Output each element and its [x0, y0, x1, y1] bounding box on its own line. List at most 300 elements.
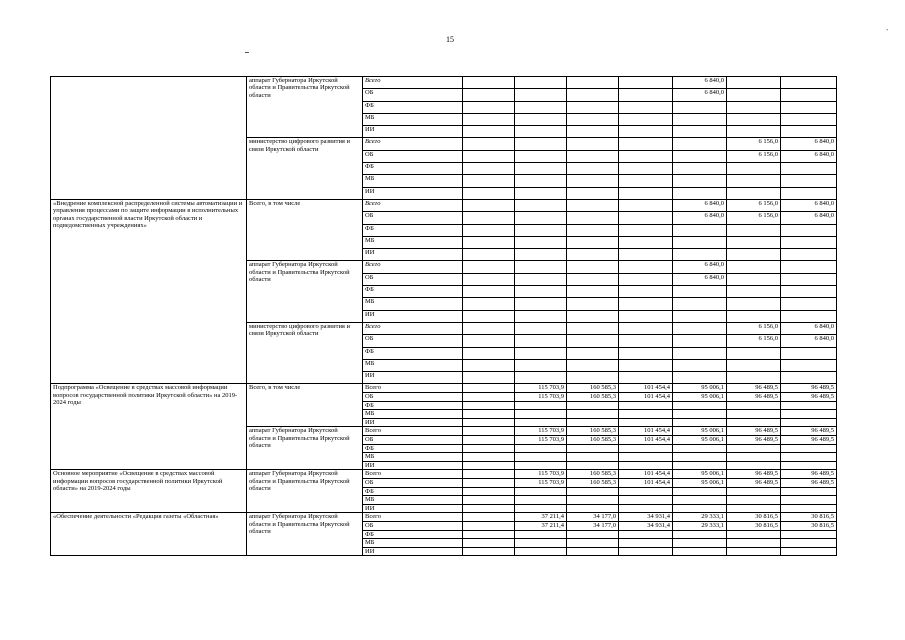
- value-cell: [673, 410, 727, 419]
- value-cell: [515, 461, 567, 470]
- value-cell: [781, 126, 837, 138]
- empty-cell: [463, 418, 515, 427]
- value-cell: [515, 347, 567, 359]
- value-cell: 6 840,0: [673, 89, 727, 101]
- value-cell: [781, 224, 837, 236]
- value-cell: [567, 335, 619, 347]
- corner-mark: `: [886, 28, 889, 37]
- value-cell: [619, 372, 673, 384]
- funding-source-cell: ИИ: [363, 187, 463, 199]
- value-cell: 96 489,5: [781, 384, 837, 393]
- budget-table: [50, 76, 837, 556]
- value-cell: [515, 249, 567, 261]
- value-cell: [727, 453, 781, 462]
- empty-cell: [463, 410, 515, 419]
- value-cell: 160 585,3: [567, 384, 619, 393]
- funding-source-cell: МБ: [363, 410, 463, 419]
- value-cell: 95 006,1: [673, 470, 727, 479]
- value-cell: 6 840,0: [781, 212, 837, 224]
- funding-source-cell: ОБ: [363, 273, 463, 285]
- value-cell: [515, 236, 567, 248]
- value-cell: [619, 286, 673, 298]
- value-cell: 6 156,0: [727, 150, 781, 162]
- empty-cell: [463, 101, 515, 113]
- value-cell: [567, 199, 619, 211]
- value-cell: [619, 410, 673, 419]
- executor-cell: аппарат Губернатора Иркутской области и Правительства Иркутской области: [247, 513, 363, 556]
- value-cell: [727, 261, 781, 273]
- value-cell: [727, 126, 781, 138]
- empty-cell: [463, 504, 515, 513]
- value-cell: [567, 212, 619, 224]
- value-cell: [515, 138, 567, 150]
- value-cell: [567, 187, 619, 199]
- value-cell: 115 703,9: [515, 478, 567, 487]
- value-cell: [781, 504, 837, 513]
- empty-cell: [463, 401, 515, 410]
- value-cell: [515, 310, 567, 322]
- value-cell: 101 454,4: [619, 478, 673, 487]
- funding-source-cell: Всего: [363, 427, 463, 436]
- value-cell: 96 489,5: [727, 384, 781, 393]
- value-cell: [727, 298, 781, 310]
- value-cell: 96 489,5: [727, 478, 781, 487]
- value-cell: [727, 504, 781, 513]
- value-cell: [567, 126, 619, 138]
- empty-cell: [463, 77, 515, 89]
- value-cell: [781, 418, 837, 427]
- value-cell: 96 489,5: [727, 393, 781, 402]
- value-cell: [673, 496, 727, 505]
- funding-source-cell: МБ: [363, 453, 463, 462]
- value-cell: [567, 410, 619, 419]
- value-cell: [673, 101, 727, 113]
- empty-cell: [463, 470, 515, 479]
- value-cell: 34 931,4: [619, 521, 673, 530]
- value-cell: 115 703,9: [515, 393, 567, 402]
- value-cell: [727, 539, 781, 548]
- value-cell: 160 585,3: [567, 427, 619, 436]
- value-cell: [515, 175, 567, 187]
- value-cell: 95 006,1: [673, 384, 727, 393]
- scan-mark: [245, 52, 249, 53]
- value-cell: [515, 113, 567, 125]
- funding-source-cell: МБ: [363, 298, 463, 310]
- value-cell: [673, 418, 727, 427]
- value-cell: [619, 547, 673, 556]
- value-cell: [673, 547, 727, 556]
- empty-cell: [463, 113, 515, 125]
- value-cell: [619, 298, 673, 310]
- value-cell: [515, 199, 567, 211]
- funding-source-cell: ИИ: [363, 310, 463, 322]
- empty-cell: [463, 359, 515, 371]
- value-cell: [515, 539, 567, 548]
- value-cell: 34 177,0: [567, 513, 619, 522]
- empty-cell: [463, 212, 515, 224]
- value-cell: 115 703,9: [515, 470, 567, 479]
- value-cell: 6 156,0: [727, 212, 781, 224]
- value-cell: [515, 77, 567, 89]
- value-cell: [515, 504, 567, 513]
- value-cell: [619, 453, 673, 462]
- value-cell: [515, 89, 567, 101]
- value-cell: [619, 212, 673, 224]
- empty-cell: [463, 175, 515, 187]
- activity-name-cell: [51, 77, 247, 200]
- value-cell: [567, 236, 619, 248]
- value-cell: [619, 504, 673, 513]
- empty-cell: [463, 273, 515, 285]
- value-cell: [515, 298, 567, 310]
- empty-cell: [463, 322, 515, 334]
- value-cell: [619, 487, 673, 496]
- value-cell: [781, 77, 837, 89]
- value-cell: 6 840,0: [781, 199, 837, 211]
- value-cell: [727, 410, 781, 419]
- value-cell: [567, 249, 619, 261]
- funding-source-cell: Всего: [363, 470, 463, 479]
- executor-cell: Всего, в том числе: [247, 199, 363, 260]
- value-cell: [567, 461, 619, 470]
- value-cell: 96 489,5: [727, 470, 781, 479]
- value-cell: [727, 101, 781, 113]
- value-cell: [781, 113, 837, 125]
- value-cell: [619, 359, 673, 371]
- value-cell: 30 816,5: [781, 513, 837, 522]
- value-cell: [727, 461, 781, 470]
- value-cell: [515, 547, 567, 556]
- value-cell: [673, 401, 727, 410]
- value-cell: [673, 187, 727, 199]
- funding-source-cell: ИИ: [363, 249, 463, 261]
- executor-cell: аппарат Губернатора Иркутской области и Правительства Иркутской области: [247, 261, 363, 322]
- value-cell: 95 006,1: [673, 427, 727, 436]
- value-cell: [619, 224, 673, 236]
- value-cell: [673, 175, 727, 187]
- value-cell: [781, 163, 837, 175]
- value-cell: [727, 249, 781, 261]
- funding-source-cell: ОБ: [363, 478, 463, 487]
- table-row: [51, 199, 837, 211]
- value-cell: [515, 401, 567, 410]
- empty-cell: [463, 150, 515, 162]
- empty-cell: [463, 335, 515, 347]
- funding-source-cell: МБ: [363, 539, 463, 548]
- value-cell: [781, 286, 837, 298]
- funding-source-cell: МБ: [363, 175, 463, 187]
- value-cell: [619, 187, 673, 199]
- value-cell: [515, 418, 567, 427]
- value-cell: [619, 89, 673, 101]
- value-cell: 30 816,5: [727, 513, 781, 522]
- value-cell: [619, 101, 673, 113]
- funding-source-cell: Всего: [363, 384, 463, 393]
- value-cell: [619, 261, 673, 273]
- value-cell: [727, 401, 781, 410]
- value-cell: [619, 539, 673, 548]
- value-cell: [781, 444, 837, 453]
- value-cell: 95 006,1: [673, 393, 727, 402]
- value-cell: [567, 504, 619, 513]
- value-cell: [727, 310, 781, 322]
- value-cell: [781, 453, 837, 462]
- value-cell: [567, 163, 619, 175]
- empty-cell: [463, 224, 515, 236]
- value-cell: [619, 322, 673, 334]
- value-cell: [781, 187, 837, 199]
- funding-source-cell: ИИ: [363, 372, 463, 384]
- value-cell: [567, 453, 619, 462]
- value-cell: [619, 444, 673, 453]
- funding-source-cell: МБ: [363, 113, 463, 125]
- value-cell: [673, 298, 727, 310]
- value-cell: [727, 347, 781, 359]
- value-cell: [673, 310, 727, 322]
- funding-source-cell: Всего: [363, 261, 463, 273]
- value-cell: [673, 444, 727, 453]
- empty-cell: [463, 427, 515, 436]
- value-cell: [515, 187, 567, 199]
- value-cell: 96 489,5: [781, 470, 837, 479]
- value-cell: [567, 286, 619, 298]
- empty-cell: [463, 372, 515, 384]
- empty-cell: [463, 435, 515, 444]
- value-cell: 6 156,0: [727, 138, 781, 150]
- empty-cell: [463, 513, 515, 522]
- funding-source-cell: МБ: [363, 236, 463, 248]
- executor-cell: аппарат Губернатора Иркутской области и Правительства Иркутской области: [247, 77, 363, 138]
- value-cell: [727, 273, 781, 285]
- value-cell: 37 211,4: [515, 513, 567, 522]
- empty-cell: [463, 384, 515, 393]
- funding-source-cell: ФБ: [363, 444, 463, 453]
- value-cell: [619, 347, 673, 359]
- value-cell: 6 840,0: [673, 199, 727, 211]
- value-cell: 160 585,3: [567, 435, 619, 444]
- value-cell: [727, 113, 781, 125]
- empty-cell: [463, 126, 515, 138]
- value-cell: [673, 113, 727, 125]
- value-cell: [727, 175, 781, 187]
- value-cell: 101 454,4: [619, 470, 673, 479]
- value-cell: 96 489,5: [781, 435, 837, 444]
- value-cell: [781, 487, 837, 496]
- value-cell: [515, 453, 567, 462]
- value-cell: [727, 444, 781, 453]
- value-cell: 29 333,1: [673, 521, 727, 530]
- funding-source-cell: ОБ: [363, 435, 463, 444]
- value-cell: [515, 530, 567, 539]
- value-cell: [673, 138, 727, 150]
- funding-source-cell: ФБ: [363, 286, 463, 298]
- value-cell: [619, 530, 673, 539]
- empty-cell: [463, 547, 515, 556]
- empty-cell: [463, 347, 515, 359]
- value-cell: [567, 310, 619, 322]
- value-cell: [781, 359, 837, 371]
- funding-source-cell: ОБ: [363, 335, 463, 347]
- funding-source-cell: Всего: [363, 513, 463, 522]
- value-cell: [673, 322, 727, 334]
- value-cell: 6 840,0: [781, 138, 837, 150]
- value-cell: [781, 401, 837, 410]
- value-cell: [567, 77, 619, 89]
- funding-source-cell: ОБ: [363, 521, 463, 530]
- value-cell: [619, 335, 673, 347]
- value-cell: [727, 236, 781, 248]
- value-cell: 6 840,0: [781, 335, 837, 347]
- funding-source-cell: ОБ: [363, 393, 463, 402]
- activity-name-cell: Подпрограмма «Освещение в средствах массовой информации вопросов государственной политики Иркутской области» на 2019-2024 годы: [51, 384, 247, 470]
- value-cell: [515, 487, 567, 496]
- value-cell: [727, 496, 781, 505]
- value-cell: [619, 249, 673, 261]
- value-cell: 6 840,0: [673, 261, 727, 273]
- value-cell: 115 703,9: [515, 435, 567, 444]
- value-cell: [673, 150, 727, 162]
- funding-source-cell: Всего: [363, 138, 463, 150]
- empty-cell: [463, 310, 515, 322]
- value-cell: [619, 418, 673, 427]
- value-cell: [673, 359, 727, 371]
- value-cell: [619, 163, 673, 175]
- value-cell: [515, 261, 567, 273]
- funding-source-cell: ФБ: [363, 401, 463, 410]
- empty-cell: [463, 286, 515, 298]
- value-cell: [727, 530, 781, 539]
- empty-cell: [463, 478, 515, 487]
- value-cell: [567, 138, 619, 150]
- funding-source-cell: ИИ: [363, 547, 463, 556]
- value-cell: 6 840,0: [781, 150, 837, 162]
- value-cell: 95 006,1: [673, 478, 727, 487]
- value-cell: [567, 530, 619, 539]
- value-cell: [727, 163, 781, 175]
- value-cell: [619, 236, 673, 248]
- empty-cell: [463, 199, 515, 211]
- value-cell: [567, 175, 619, 187]
- value-cell: 96 489,5: [727, 435, 781, 444]
- value-cell: [781, 273, 837, 285]
- value-cell: [673, 347, 727, 359]
- value-cell: [673, 539, 727, 548]
- empty-cell: [463, 539, 515, 548]
- value-cell: [727, 547, 781, 556]
- value-cell: 37 211,4: [515, 521, 567, 530]
- value-cell: [515, 410, 567, 419]
- value-cell: [727, 286, 781, 298]
- value-cell: [515, 150, 567, 162]
- value-cell: [567, 101, 619, 113]
- value-cell: [515, 286, 567, 298]
- value-cell: [727, 372, 781, 384]
- value-cell: [619, 126, 673, 138]
- value-cell: [673, 249, 727, 261]
- value-cell: 96 489,5: [781, 427, 837, 436]
- value-cell: [673, 126, 727, 138]
- value-cell: [781, 298, 837, 310]
- value-cell: [515, 212, 567, 224]
- value-cell: 6 840,0: [673, 77, 727, 89]
- value-cell: [515, 322, 567, 334]
- value-cell: 30 816,5: [781, 521, 837, 530]
- funding-source-cell: ФБ: [363, 163, 463, 175]
- value-cell: [619, 199, 673, 211]
- value-cell: [567, 539, 619, 548]
- value-cell: 160 585,3: [567, 393, 619, 402]
- value-cell: [727, 359, 781, 371]
- table-row: [51, 77, 837, 89]
- value-cell: [673, 487, 727, 496]
- executor-cell: Всего, в том числе: [247, 384, 363, 427]
- value-cell: [515, 163, 567, 175]
- empty-cell: [463, 453, 515, 462]
- value-cell: [567, 401, 619, 410]
- funding-source-cell: ИИ: [363, 126, 463, 138]
- value-cell: 101 454,4: [619, 384, 673, 393]
- value-cell: [673, 504, 727, 513]
- value-cell: [567, 444, 619, 453]
- value-cell: [515, 273, 567, 285]
- empty-cell: [463, 236, 515, 248]
- value-cell: [567, 89, 619, 101]
- value-cell: [567, 273, 619, 285]
- value-cell: [727, 187, 781, 199]
- executor-cell: министерство цифрового развития и связи Иркутской области: [247, 138, 363, 199]
- value-cell: 6 156,0: [727, 335, 781, 347]
- table-row: [51, 513, 837, 522]
- empty-cell: [463, 187, 515, 199]
- empty-cell: [463, 487, 515, 496]
- empty-cell: [463, 496, 515, 505]
- value-cell: [781, 496, 837, 505]
- value-cell: [567, 224, 619, 236]
- value-cell: [781, 539, 837, 548]
- value-cell: [673, 236, 727, 248]
- activity-name-cell: «Обеспечение деятельности «Редакция газеты «Областная»: [51, 513, 247, 556]
- value-cell: [673, 286, 727, 298]
- value-cell: [619, 77, 673, 89]
- value-cell: [567, 372, 619, 384]
- value-cell: [781, 249, 837, 261]
- funding-source-cell: ФБ: [363, 101, 463, 113]
- table-row: [51, 384, 837, 393]
- value-cell: [727, 89, 781, 101]
- value-cell: [567, 322, 619, 334]
- funding-source-cell: ФБ: [363, 347, 463, 359]
- funding-source-cell: Всего: [363, 322, 463, 334]
- empty-cell: [463, 261, 515, 273]
- value-cell: 101 454,4: [619, 427, 673, 436]
- value-cell: [567, 418, 619, 427]
- value-cell: [567, 359, 619, 371]
- funding-source-cell: Всего: [363, 77, 463, 89]
- executor-cell: аппарат Губернатора Иркутской области и Правительства Иркутской области: [247, 470, 363, 513]
- value-cell: [673, 372, 727, 384]
- funding-source-cell: ОБ: [363, 89, 463, 101]
- value-cell: [781, 175, 837, 187]
- value-cell: [781, 236, 837, 248]
- value-cell: [619, 496, 673, 505]
- empty-cell: [463, 461, 515, 470]
- value-cell: [567, 298, 619, 310]
- value-cell: [781, 89, 837, 101]
- empty-cell: [463, 249, 515, 261]
- empty-cell: [463, 444, 515, 453]
- value-cell: [515, 101, 567, 113]
- value-cell: 160 585,3: [567, 470, 619, 479]
